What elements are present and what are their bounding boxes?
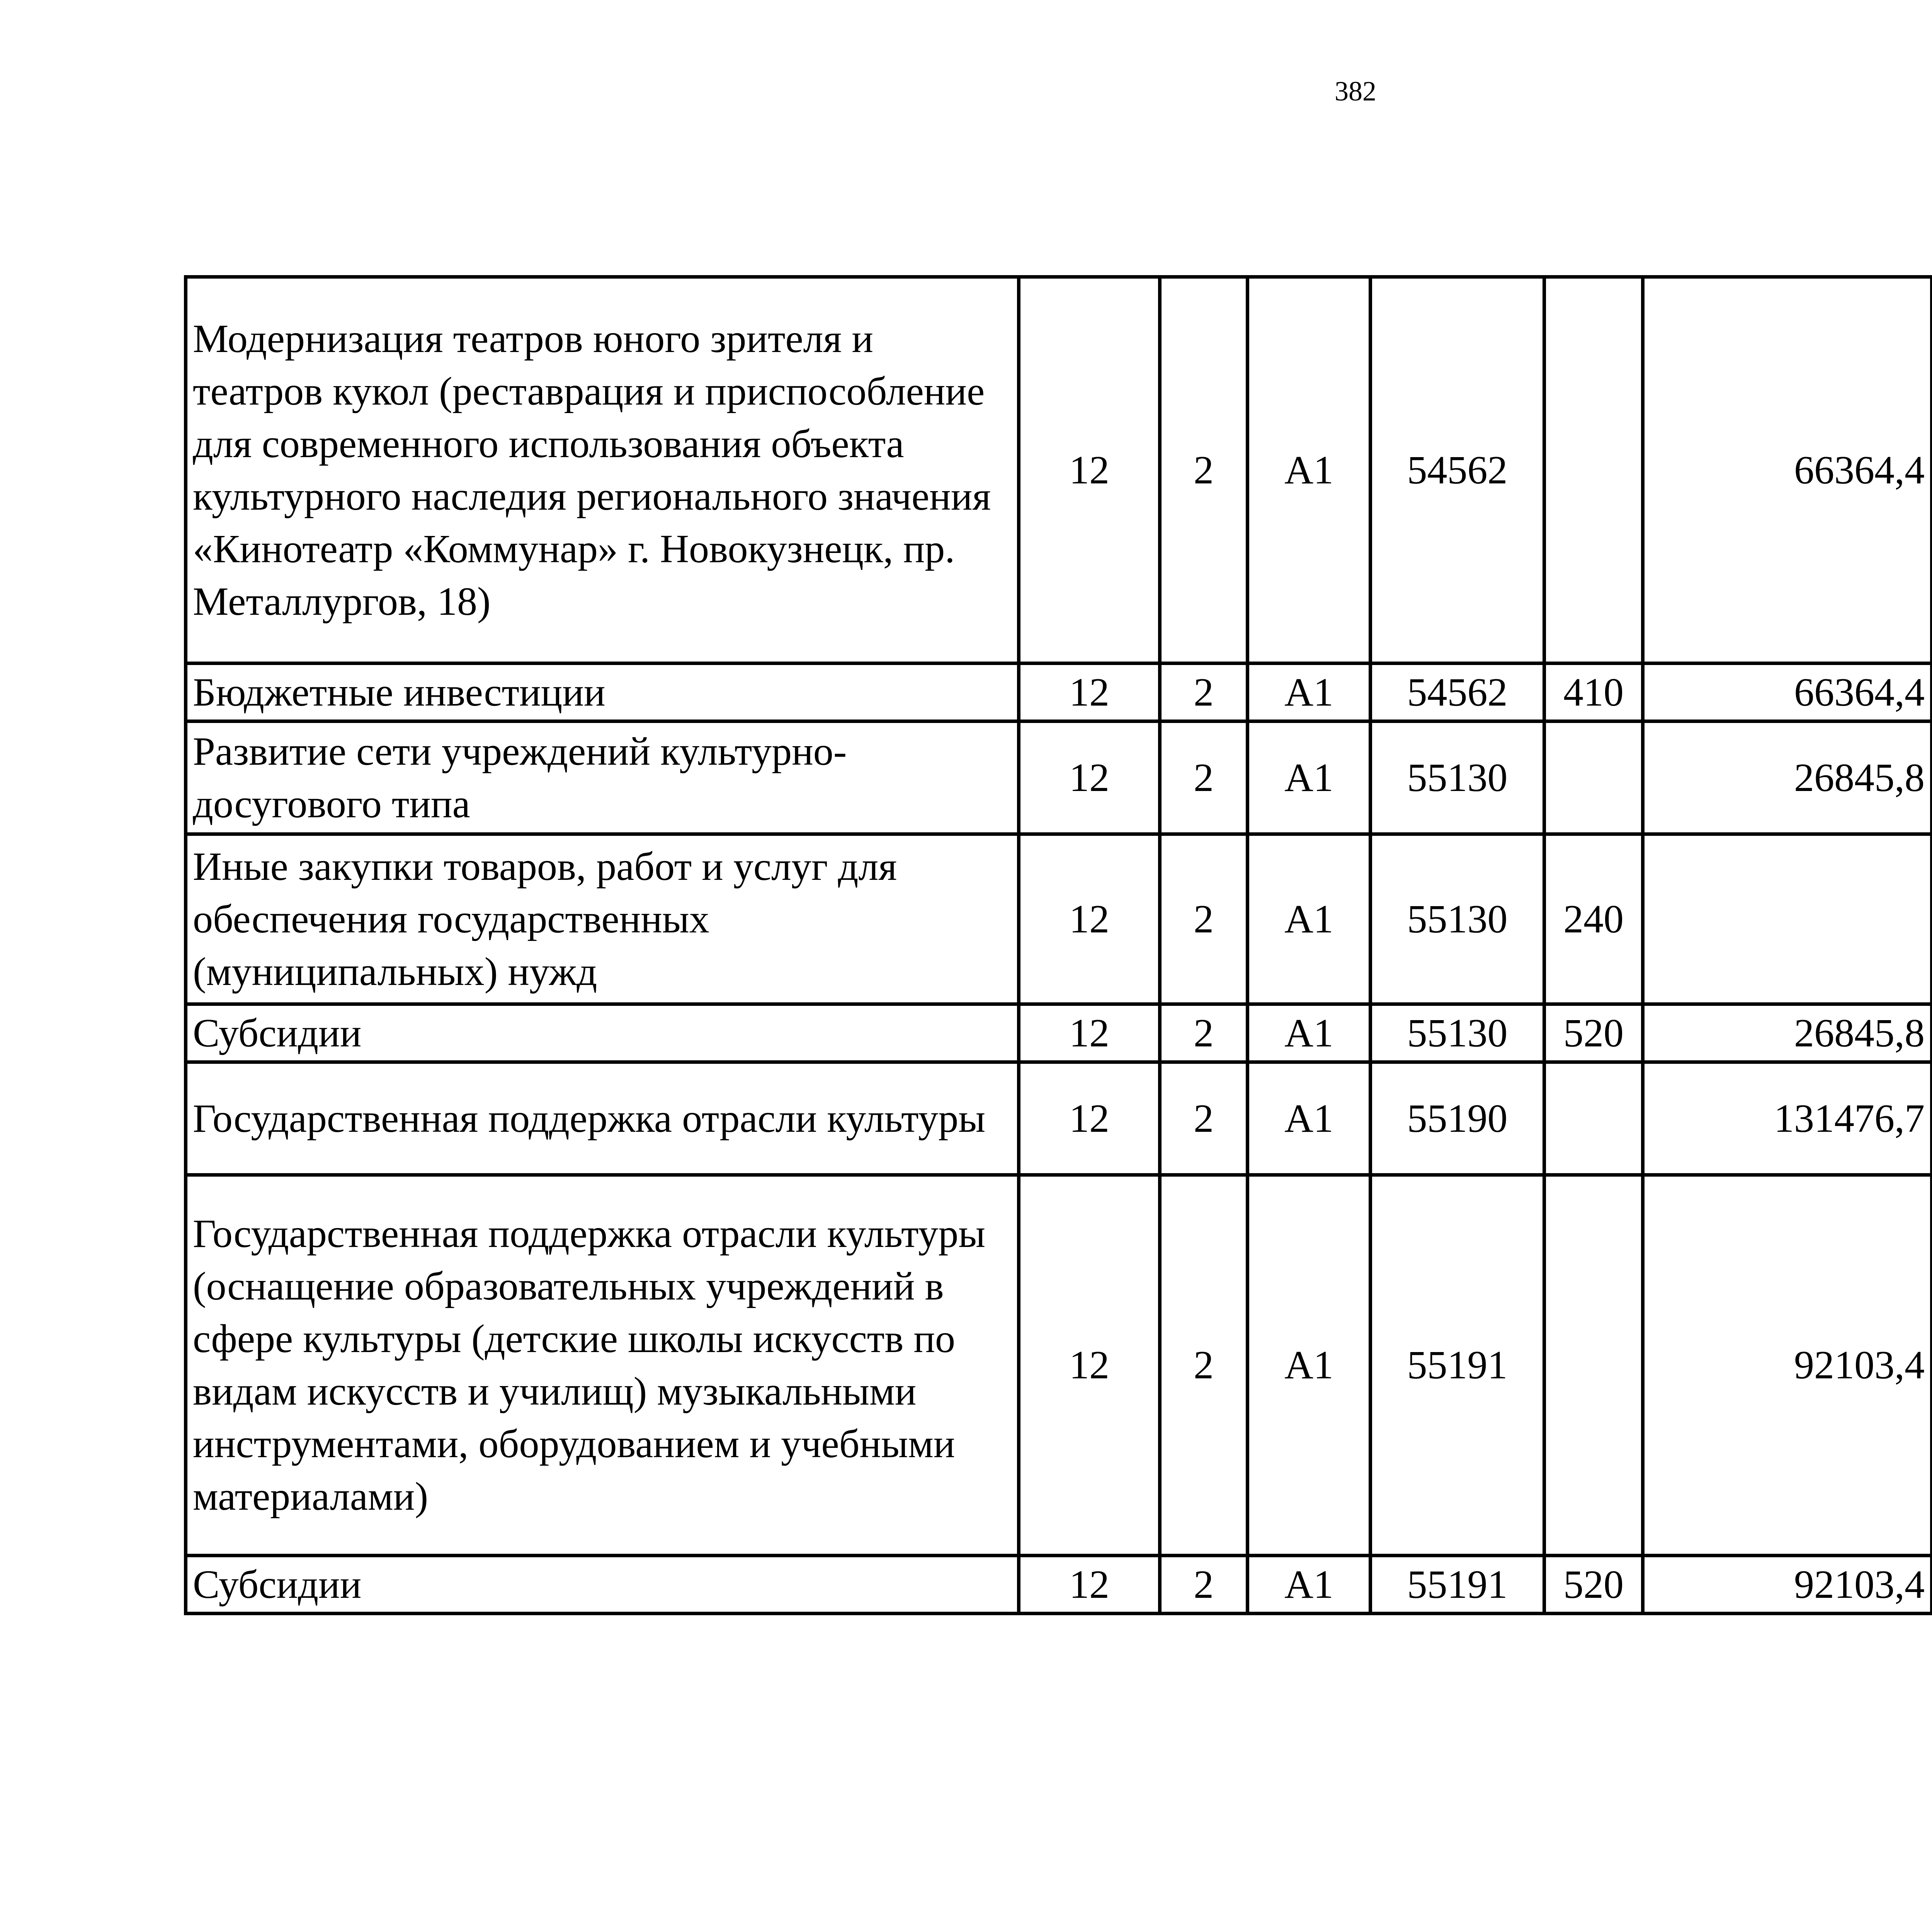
budget-table	[184, 275, 1932, 1615]
table-row	[186, 663, 1932, 721]
row-name: Государственная поддержка отрасли культуры	[186, 1062, 1019, 1175]
program-cell: А1	[1248, 834, 1371, 1004]
row-name: Государственная поддержка отрасли культуры (оснащение образовательных учреждений в сфере культуры (детские школы искусств по видам искусств и училищ) музыкальными инструментами, оборудованием и учебными материалами)	[186, 1175, 1019, 1556]
code-cell: 55191	[1371, 1556, 1544, 1614]
section-cell: 12	[1019, 834, 1160, 1004]
table-row	[186, 1062, 1932, 1175]
page-number: 382	[1335, 76, 1376, 107]
table-row	[186, 1556, 1932, 1614]
amount-1-cell: 26845,8	[1643, 1004, 1932, 1062]
code-cell: 54562	[1371, 663, 1544, 721]
row-name: Субсидии	[186, 1004, 1019, 1062]
row-name: Субсидии	[186, 1556, 1019, 1614]
section-cell: 12	[1019, 1062, 1160, 1175]
subsection-cell: 2	[1160, 663, 1248, 721]
subsection-cell: 2	[1160, 1175, 1248, 1556]
row-name: Модернизация театров юного зрителя и театров кукол (реставрация и приспособление для современного использования объекта культурного наследия регионального значения «Кинотеатр «Коммунар» г. Новокузнецк, пр. Металлургов, 18)	[186, 277, 1019, 663]
table-row	[186, 834, 1932, 1004]
amount-1-cell: 92103,4	[1643, 1175, 1932, 1556]
row-name: Развитие сети учреждений культурно-досугового типа	[186, 721, 1019, 834]
expense-type-cell: 520	[1544, 1556, 1643, 1614]
section-cell: 12	[1019, 721, 1160, 834]
section-cell: 12	[1019, 663, 1160, 721]
table-row	[186, 277, 1932, 663]
section-cell: 12	[1019, 1175, 1160, 1556]
table-row	[186, 1004, 1932, 1062]
program-cell: А1	[1248, 1175, 1371, 1556]
subsection-cell: 2	[1160, 277, 1248, 663]
code-cell: 55130	[1371, 1004, 1544, 1062]
section-cell: 12	[1019, 1556, 1160, 1614]
expense-type-cell	[1544, 721, 1643, 834]
subsection-cell: 2	[1160, 1556, 1248, 1614]
amount-1-cell	[1643, 834, 1932, 1004]
amount-1-cell: 66364,4	[1643, 663, 1932, 721]
expense-type-cell	[1544, 1175, 1643, 1556]
code-cell: 54562	[1371, 277, 1544, 663]
row-name: Иные закупки товаров, работ и услуг для обеспечения государственных (муниципальных) нужд	[186, 834, 1019, 1004]
program-cell: А1	[1248, 1062, 1371, 1175]
amount-1-cell: 66364,4	[1643, 277, 1932, 663]
section-cell: 12	[1019, 1004, 1160, 1062]
code-cell: 55191	[1371, 1175, 1544, 1556]
expense-type-cell: 410	[1544, 663, 1643, 721]
expense-type-cell: 240	[1544, 834, 1643, 1004]
expense-type-cell: 520	[1544, 1004, 1643, 1062]
program-cell: А1	[1248, 1556, 1371, 1614]
subsection-cell: 2	[1160, 1004, 1248, 1062]
expense-type-cell	[1544, 277, 1643, 663]
amount-1-cell: 92103,4	[1643, 1556, 1932, 1614]
program-cell: А1	[1248, 277, 1371, 663]
program-cell: А1	[1248, 1004, 1371, 1062]
section-cell: 12	[1019, 277, 1160, 663]
code-cell: 55130	[1371, 721, 1544, 834]
amount-1-cell: 26845,8	[1643, 721, 1932, 834]
program-cell: А1	[1248, 721, 1371, 834]
table-row	[186, 1175, 1932, 1556]
code-cell: 55190	[1371, 1062, 1544, 1175]
expense-type-cell	[1544, 1062, 1643, 1175]
table-row	[186, 721, 1932, 834]
code-cell: 55130	[1371, 834, 1544, 1004]
row-name: Бюджетные инвестиции	[186, 663, 1019, 721]
subsection-cell: 2	[1160, 834, 1248, 1004]
amount-1-cell: 131476,7	[1643, 1062, 1932, 1175]
subsection-cell: 2	[1160, 1062, 1248, 1175]
program-cell: А1	[1248, 663, 1371, 721]
subsection-cell: 2	[1160, 721, 1248, 834]
